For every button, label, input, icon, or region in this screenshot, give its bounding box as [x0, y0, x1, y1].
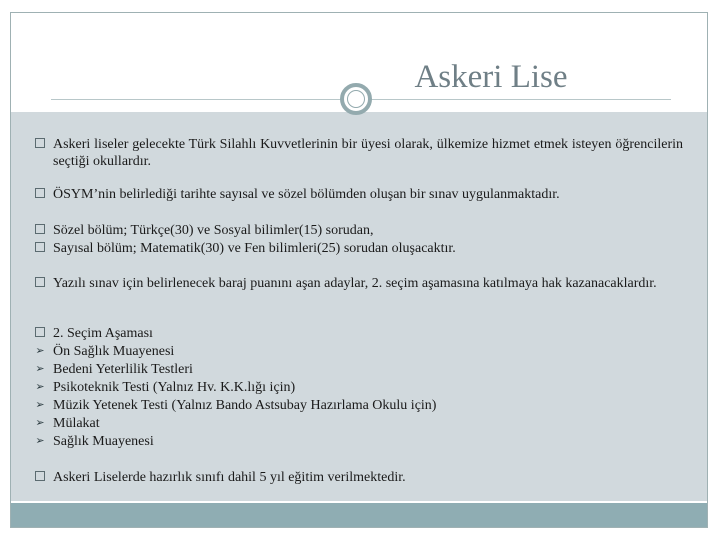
content-area [11, 112, 707, 501]
list-item: ➢ Psikoteknik Testi (Yalnız Hv. K.K.lığı için) [33, 379, 683, 396]
arrow-bullet-icon: ➢ [35, 417, 45, 429]
square-bullet-icon [33, 240, 47, 257]
square-bullet-icon [33, 186, 47, 203]
list-item: Askeri liseler gelecekte Türk Silahlı Kuvvetlerinin bir üyesi olarak, ülkemize hizmet etmek isteyen öğrencilerin seçtiği okullardır. [33, 136, 683, 170]
square-bullet-icon [33, 469, 47, 486]
arrow-bullet-icon: ➢ [35, 345, 45, 357]
arrow-bullet-icon: ➢ [35, 435, 45, 447]
list-item: ÖSYM’nin belirlediği tarihte sayısal ve sözel bölümden oluşan bir sınav uygulanmaktadır. [33, 186, 683, 203]
footer-bar [11, 503, 707, 527]
list-item: Askeri Liselerde hazırlık sınıfı dahil 5 yıl eğitim verilmektedir. [33, 469, 683, 486]
list-item: ➢ Bedeni Yeterlilik Testleri [33, 361, 683, 378]
slide [10, 12, 708, 528]
arrow-bullet-icon: ➢ [35, 381, 45, 393]
arrow-bullet-icon: ➢ [35, 363, 45, 375]
list-item: Yazılı sınav için belirlenecek baraj puanını aşan adaylar, 2. seçim aşamasına katılmaya hak kazanacaklardır. [33, 275, 683, 292]
list-item: ➢ Ön Sağlık Muayenesi [33, 343, 683, 360]
ring-ornament-icon [340, 83, 372, 115]
slide-title: Askeri Lise [414, 59, 568, 95]
square-bullet-icon [33, 136, 47, 153]
square-bullet-icon [33, 325, 47, 342]
list-item: ➢ Mülakat [33, 415, 683, 432]
square-bullet-icon [33, 275, 47, 292]
list-item: Sayısal bölüm; Matematik(30) ve Fen bilimleri(25) sorudan oluşacaktır. [33, 240, 683, 257]
list-item: 2. Seçim Aşaması [33, 325, 683, 342]
list-item: ➢ Müzik Yetenek Testi (Yalnız Bando Astsubay Hazırlama Okulu için) [33, 397, 683, 414]
list-item: ➢ Sağlık Muayenesi [33, 433, 683, 450]
list-item: Sözel bölüm; Türkçe(30) ve Sosyal bilimler(15) sorudan, [33, 222, 683, 239]
square-bullet-icon [33, 222, 47, 239]
arrow-bullet-icon: ➢ [35, 399, 45, 411]
